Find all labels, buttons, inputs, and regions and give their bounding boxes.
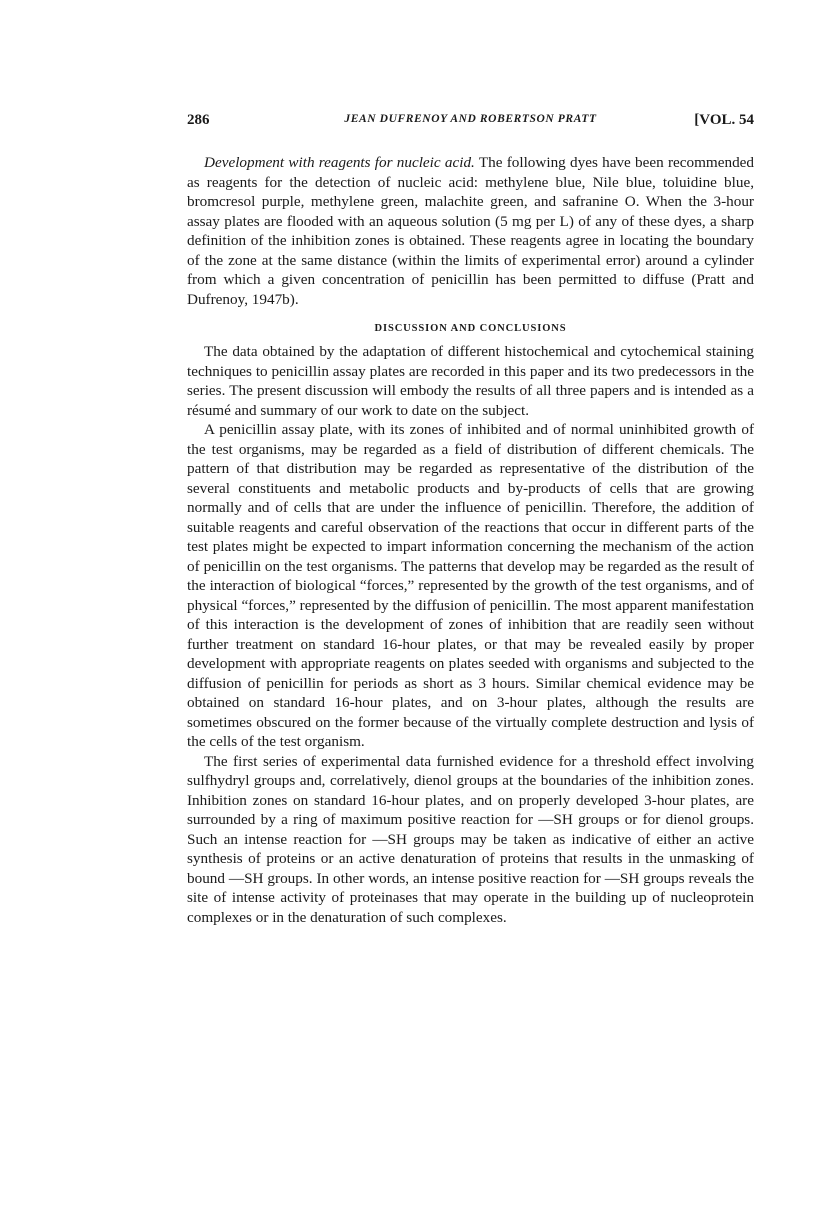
section-heading: DISCUSSION AND CONCLUSIONS	[374, 323, 567, 334]
paragraph-assay-plate: A penicillin assay plate, with its zones of inhibited and of normal uninhibited growth of the test organisms, may be regarded as a field of distribution of different chemicals. The pattern of that distribution may be regarded as representative of the distribution of the several constituents and metabolic products and by-products of cells that are growing normally and of cells that are under the influence of penicillin. Therefore, the addition of suitable reagents and careful observation of the reactions that occur in different parts of the test plates might be expected to impart information concerning the mechanism of the action of penicillin on the test organisms. The patterns that develop may be regarded as the result of the interaction of biological “forces,” represented by the growth of the test organisms, and of physical “forces,” represented by the diffusion of penicillin. The most apparent manifestation of this interaction is the development of zones of inhibition that are readily seen without further treatment on standard 16-hour plates, or that may be revealed easily by proper development with appropriate reagents on plates seeded with organisms and subjected to the diffusion of penicillin for periods as short as 3 hours. Similar chemical evidence may be obtained on standard 16-hour plates, and on 3-hour plates, although the results are sometimes obscured on the former because of the virtually complete destruction and lysis of the cells of the test organism.	[187, 421, 754, 750]
body-text	[187, 153, 754, 927]
volume-number: [VOL. 54	[694, 112, 754, 128]
journal-page	[187, 112, 754, 927]
page-number: 286	[187, 112, 210, 128]
paragraph-nucleic-acid-reagents	[187, 153, 754, 309]
running-head-authors: JEAN DUFRENOY AND ROBERTSON PRATT	[344, 113, 597, 125]
paragraph-text: The following dyes have been recommended as reagents for the detection of nucleic acid: methylene blue, Nile blue, toluidine blue, bromcresol purple, methylene green, malachite green, and safranine O. When the 3-hour assay plates are flooded with an aqueous solution (5 mg per L) of any of these dyes, a sharp definition of the inhibition zones is obtained. These reagents agree in locating the boundary of the zone at the same distance (within the limits of experimental error) around a cylinder from which a given concentration of penicillin has been permitted to diffuse (Pratt and Dufrenoy, 1947b).	[187, 154, 754, 308]
running-head	[187, 112, 754, 136]
run-in-heading: Development with reagents for nucleic acid.	[204, 154, 475, 171]
paragraph-threshold-effect: The first series of experimental data furnished evidence for a threshold effect involving sulfhydryl groups and, correlatively, dienol groups at the boundaries of the inhibition zones. Inhibition zones on standard 16-hour plates, and on properly developed 3-hour plates, are surrounded by a ring of maximum positive reaction for —SH groups or for dienol groups. Such an intense reaction for —SH groups may be taken as indicative of either an active synthesis of proteins or an active denaturation of proteins that results in the unmasking of bound —SH groups. In other words, an intense positive reaction for —SH groups reveals the site of intense activity of proteinases that may operate in the building up of nucleoprotein complexes or in the denaturation of such complexes.	[187, 752, 754, 926]
paragraph-discussion-intro: The data obtained by the adaptation of different histochemical and cytochemical staining techniques to penicillin assay plates are recorded in this paper and its two predecessors in the series. The present discussion will embody the results of all three papers and is intended as a résumé and summary of our work to date on the subject.	[187, 343, 754, 419]
